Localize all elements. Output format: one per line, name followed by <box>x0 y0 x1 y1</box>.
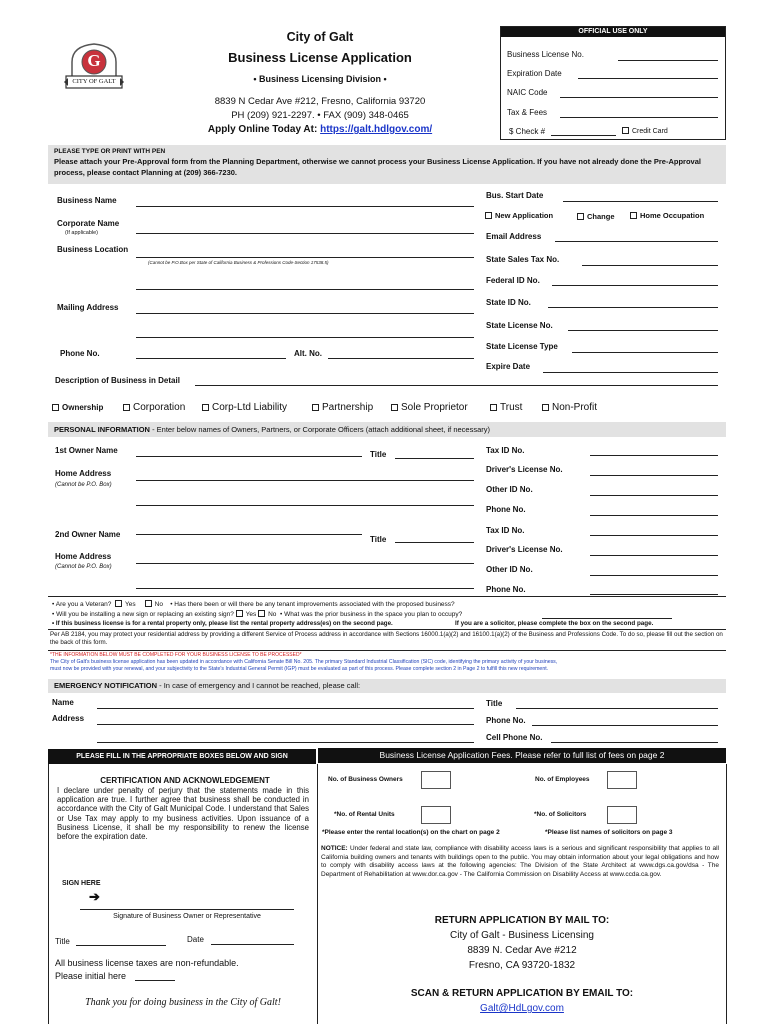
header-address: 8839 N Cedar Ave #212, Fresno, California 93720 <box>214 96 426 107</box>
mail-line-2: 8839 N. Cedar Ave #212 <box>467 945 577 956</box>
employees-count-label: No. of Employees <box>535 776 590 783</box>
email-field[interactable] <box>555 241 718 242</box>
cert-date-label: Date <box>187 935 204 944</box>
sole-proprietor-checkbox[interactable] <box>391 404 398 411</box>
alt-phone-label: Alt. No. <box>294 349 322 358</box>
owner2-title-label: Title <box>370 535 387 544</box>
alt-phone-field[interactable] <box>328 358 474 359</box>
return-email-link[interactable]: Galt@HdLgov.com <box>480 1003 564 1014</box>
ownership-trust[interactable]: Trust <box>490 402 522 413</box>
partnership-checkbox[interactable] <box>312 404 319 411</box>
credit-card-label: Credit Card <box>632 128 668 135</box>
owner1-drivers-label: Driver's License No. <box>486 465 563 474</box>
state-id-field[interactable] <box>548 307 718 308</box>
rental-text: If this business license is for a rental property only, please list the rental property address(es) on the second page. <box>55 620 393 627</box>
certification-title: CERTIFICATION AND ACKNOWLEDGEMENT <box>100 776 270 785</box>
solicitors-label: *No. of Solicitors <box>534 811 587 818</box>
owner2-drivers-label: Driver's License No. <box>486 545 563 554</box>
solicitor-names-note: *Please list names of solicitors on page 3 <box>545 829 673 836</box>
notice-line2: Please attach your Pre-Approval form from the Planning Department, otherwise we cannot process your Business License Application. If you have not already done the Pre-Approval process, please contact Planning at (209) 366-7230. <box>54 157 701 177</box>
owner1-drivers-field[interactable] <box>590 475 718 476</box>
license-no-field[interactable] <box>618 60 718 61</box>
new-application-checkbox[interactable] <box>485 212 492 219</box>
form-title: Business License Application <box>228 50 412 65</box>
owner1-home-label: Home Address <box>55 469 112 478</box>
veteran-question: • Are you a Veteran? Yes No • Has there been or will there be any tenant improvements associated with the proposed business? <box>52 601 455 608</box>
owner2-tax-id-label: Tax ID No. <box>486 526 525 535</box>
mail-line-1: City of Galt - Business Licensing <box>450 930 594 941</box>
corporate-name-label: Corporate Name <box>57 219 120 228</box>
emergency-band <box>48 679 726 693</box>
official-use-title: OFFICIAL USE ONLY <box>501 27 725 37</box>
ownership-checkbox[interactable] <box>52 404 59 411</box>
expire-date-field[interactable] <box>543 372 718 373</box>
mailing-address-field[interactable] <box>136 313 474 314</box>
sign-yes-checkbox[interactable] <box>236 610 243 617</box>
sign-label: Will you be installing a new sign or replacing an existing sign? <box>56 611 234 618</box>
veteran-yes-label: Yes <box>125 601 136 608</box>
business-name-label: Business Name <box>57 196 117 205</box>
email-label: Email Address <box>486 232 542 241</box>
notice-label: NOTICE: <box>321 845 348 852</box>
required-title: *THE INFORMATION BELOW MUST BE COMPLETED FOR YOUR BUSINESS LICENSE TO BE PROCESSED* <box>50 652 302 658</box>
ownership-partnership[interactable]: Partnership <box>312 402 373 413</box>
initial-field[interactable] <box>135 980 175 981</box>
owner2-title-field[interactable] <box>395 542 474 543</box>
emergency-instruction: - In case of emergency and I cannot be reached, please call: <box>157 681 361 690</box>
signature-field[interactable] <box>80 909 294 910</box>
certification-band: PLEASE FILL IN THE APPROPRIATE BOXES BELOW AND SIGN <box>48 749 316 764</box>
sign-question: • Will you be installing a new sign or replacing an existing sign? Yes No • What was the prior business in the space you plan to occupy? <box>52 611 463 618</box>
notice-line1: PLEASE TYPE OR PRINT WITH PEN <box>54 148 166 155</box>
emergency-heading: EMERGENCY NOTIFICATION <box>54 681 158 690</box>
emergency-title-label: Title <box>486 699 503 708</box>
non-profit-checkbox[interactable] <box>542 404 549 411</box>
owner2-phone-label: Phone No. <box>486 585 526 594</box>
owner2-no-po: (Cannot be P.O. Box) <box>55 564 112 570</box>
city-logo <box>62 40 126 94</box>
veteran-no-checkbox[interactable] <box>145 600 152 607</box>
trust-checkbox[interactable] <box>490 404 497 411</box>
naic-label: NAIC Code <box>507 88 548 97</box>
phone-field[interactable] <box>136 358 286 359</box>
notice-band <box>48 145 726 184</box>
business-location-label: Business Location <box>57 245 129 254</box>
emergency-name-field[interactable] <box>97 708 474 709</box>
owner1-label: 1st Owner Name <box>55 446 118 455</box>
personal-info-band <box>48 422 726 437</box>
description-label: Description of Business in Detail <box>55 376 180 385</box>
corp-ltd-checkbox[interactable] <box>202 404 209 411</box>
change-label: Change <box>587 212 615 221</box>
emergency-title-field[interactable] <box>516 708 718 709</box>
owner1-phone-field[interactable] <box>590 515 718 516</box>
state-license-type-field[interactable] <box>572 352 718 353</box>
start-date-field[interactable] <box>563 201 718 202</box>
ab2184-divider <box>48 629 726 630</box>
certification-text: I declare under penalty of perjury that the statements made in this application are true. I further agree that business shall be conducted in accordance with the City of Galt Municipal Code. I understand that Sales or Use Tax may apply to my business activities. Upon issuance of a Business License, it shall be my responsibility to renew the license before the expiration date. <box>57 786 309 842</box>
owner1-title-field[interactable] <box>395 458 474 459</box>
owner2-name-field[interactable] <box>136 534 362 535</box>
sign-yes-label: Yes <box>245 611 257 618</box>
ab2184-text: Per AB 2184, you may protect your residential address by providing a different Service of Process address in accordance with Sections 16000.1(a)(2) and 16100.1(a)(2) of the Business and Professions Code. To do so, please fill out the section on the back of this form. <box>50 631 723 646</box>
cert-date-field[interactable] <box>211 944 294 945</box>
sb205-text-2: must now be provided with your renewal, and your subjectivity to the State's Industrial General Permit (IGP) must be evaluated as part of this process. Please complete section 2 in Page 2 to fulfill this new requirement. <box>50 666 549 672</box>
emergency-cell-field[interactable] <box>551 742 718 743</box>
mail-line-3: Fresno, CA 93720-1832 <box>468 960 576 971</box>
rental-location-note: *Please enter the rental location(s) on the chart on page 2 <box>322 829 500 836</box>
apply-online <box>170 124 470 135</box>
phone-label: Phone No. <box>60 349 100 358</box>
owner1-other-id-field[interactable] <box>590 495 718 496</box>
prior-business-label: What was the prior business in the space you plan to occupy? <box>284 611 463 618</box>
business-name-field[interactable] <box>136 206 474 207</box>
state-license-label: State License No. <box>486 321 553 330</box>
emergency-address-label: Address <box>52 714 85 723</box>
left-border <box>48 764 49 1024</box>
naic-field[interactable] <box>560 97 718 98</box>
rental-units-label: *No. of Rental Units <box>334 811 395 818</box>
personal-info-heading: PERSONAL INFORMATION <box>54 425 150 434</box>
sign-arrow-icon: ➔ <box>89 889 100 904</box>
solicitor-note: If you are a solicitor, please complete the box on the second page. <box>455 620 654 627</box>
expiration-label: Expiration Date <box>507 69 562 78</box>
cert-title-field[interactable] <box>76 945 166 946</box>
change-checkbox[interactable] <box>577 213 584 220</box>
initial-label: Please initial here <box>55 971 127 981</box>
tax-fees-label: Tax & Fees <box>507 108 548 117</box>
emergency-address-field-2[interactable] <box>97 742 474 743</box>
owner2-tax-id-field[interactable] <box>590 535 718 536</box>
business-location-field[interactable] <box>136 257 474 258</box>
questions-divider <box>48 596 726 597</box>
corporate-name-field[interactable] <box>136 233 474 234</box>
check-field[interactable] <box>551 135 616 136</box>
city-name: City of Galt <box>286 30 354 44</box>
veteran-label: Are you a Veteran? <box>55 601 112 608</box>
owner2-home-label: Home Address <box>55 552 112 561</box>
corporation-checkbox[interactable] <box>123 404 130 411</box>
home-occupation-label: Home Occupation <box>640 211 705 220</box>
veteran-yes-checkbox[interactable] <box>115 600 122 607</box>
owner1-other-id-label: Other ID No. <box>486 485 533 494</box>
credit-card-checkbox[interactable] <box>622 127 629 134</box>
owner1-tax-id-field[interactable] <box>590 455 718 456</box>
nonrefundable-note: All business license taxes are non-refundable. <box>55 958 239 968</box>
sign-no-label: No <box>268 611 277 618</box>
ownership-non-profit[interactable]: Non-Profit <box>542 402 597 413</box>
location-field-2[interactable] <box>136 289 474 290</box>
mailing-address-field-2[interactable] <box>136 337 474 338</box>
ownership-corporation[interactable]: Corporation <box>123 402 185 413</box>
new-application-option[interactable] <box>485 211 553 220</box>
emergency-cell-label: Cell Phone No. <box>486 733 543 742</box>
credit-card-option[interactable] <box>622 127 668 135</box>
sign-no-checkbox[interactable] <box>258 610 265 617</box>
employees-count-input[interactable] <box>607 771 637 789</box>
owner1-tax-id-label: Tax ID No. <box>486 446 525 455</box>
owner1-home-field-2[interactable] <box>136 505 474 506</box>
if-applicable-note: (If applicable) <box>65 230 99 236</box>
rental-units-input[interactable] <box>421 806 451 824</box>
emergency-phone-label: Phone No. <box>486 716 526 725</box>
ownership-label: Ownership <box>52 403 103 412</box>
federal-id-field[interactable] <box>552 285 718 286</box>
emergency-address-field[interactable] <box>97 724 474 725</box>
home-occupation-option[interactable] <box>630 211 704 220</box>
sign-here-label: SIGN HERE <box>62 880 101 887</box>
owner2-home-field[interactable] <box>136 563 474 564</box>
ownership-sole-proprietor[interactable]: Sole Proprietor <box>391 402 468 413</box>
red-divider <box>48 650 726 651</box>
owner1-home-field[interactable] <box>136 480 474 481</box>
owners-count-label: No. of Business Owners <box>328 776 403 783</box>
right-border <box>726 764 727 1024</box>
mailing-address-label: Mailing Address <box>57 303 119 312</box>
return-mail-heading: RETURN APPLICATION BY MAIL TO: <box>434 915 610 926</box>
state-license-type-label: State License Type <box>486 342 558 351</box>
sales-tax-field[interactable] <box>582 265 718 266</box>
sb205-text-1: The City of Galt's business license application has been updated in accordance with California Senate Bill No. 205. The primary Standard Industrial Classification (SIC) code, identifying the primary activity of your business, <box>50 659 558 665</box>
tenant-question: Has there been or will there be any tenant improvements associated with the proposed business? <box>174 601 455 608</box>
division: • Business Licensing Division • <box>253 74 387 84</box>
owner1-name-field[interactable] <box>136 456 362 457</box>
new-application-label: New Application <box>495 211 554 220</box>
change-option[interactable] <box>577 212 615 221</box>
owner2-home-field-2[interactable] <box>136 588 474 589</box>
check-label: $ Check # <box>509 127 546 136</box>
personal-info-instruction: - Enter below names of Owners, Partners, or Corporate Officers (attach additional sheet, if necessary) <box>149 425 490 434</box>
emergency-phone-field[interactable] <box>532 725 718 726</box>
owner2-label: 2nd Owner Name <box>55 530 121 539</box>
state-id-label: State ID No. <box>486 298 531 307</box>
veteran-no-label: No <box>154 601 163 608</box>
logo-text: CITY OF GALT <box>72 78 116 85</box>
cert-title-label: Title <box>55 937 70 946</box>
thank-you-note: Thank you for doing business in the City of Galt! <box>85 997 281 1008</box>
logo-letter: G <box>87 51 101 70</box>
apply-link[interactable]: https://galt.hdlgov.com/ <box>320 124 433 135</box>
expire-date-label: Expire Date <box>486 362 531 371</box>
state-license-field[interactable] <box>568 330 718 331</box>
owner1-title-label: Title <box>370 450 387 459</box>
notice-text: Under federal and state law, compliance with disability access laws is a serious and significant responsibility that applies to all California building owners and tenants with buildings open to the public. You may obtain information about your legal obligations and how to comply with disability access laws at the following agencies: The Division of the State Architect at www.dgs.ca.gov/dsa - The Department of Rehabilitation at www.dor.ca.gov - The California Commission on Disability Access at www.ccda.ca.gov. <box>321 845 719 878</box>
header-phone: PH (209) 921-2297. • FAX (909) 348-0465 <box>231 110 409 121</box>
owner2-other-id-label: Other ID No. <box>486 565 533 574</box>
owner2-phone-field[interactable] <box>590 594 718 595</box>
home-occupation-checkbox[interactable] <box>630 212 637 219</box>
federal-id-label: Federal ID No. <box>486 276 540 285</box>
owner2-other-id-field[interactable] <box>590 575 718 576</box>
tax-fees-field[interactable] <box>560 117 718 118</box>
expiration-field[interactable] <box>578 78 718 79</box>
ownership-corp-ltd[interactable]: Corp-Ltd Liability <box>202 402 287 413</box>
license-no-label: Business License No. <box>507 50 584 59</box>
rental-note: • If this business license is for a rental property only, please list the rental property address(es) on the second page. <box>52 620 393 627</box>
official-use-box <box>500 26 726 140</box>
owner1-no-po: (Cannot be P.O. Box) <box>55 482 112 488</box>
owner1-phone-label: Phone No. <box>486 505 526 514</box>
disability-notice <box>321 845 719 879</box>
sales-tax-label: State Sales Tax No. <box>486 255 560 264</box>
owner2-drivers-field[interactable] <box>590 555 718 556</box>
location-note: (Cannot be P.O.Box per State of California Business & Professions Code-Section 17538.5) <box>148 260 329 265</box>
start-date-label: Bus. Start Date <box>486 191 544 200</box>
certification-divider <box>317 764 318 1024</box>
owners-count-input[interactable] <box>421 771 451 789</box>
signature-caption: Signature of Business Owner or Representative <box>113 913 261 920</box>
prior-business-field[interactable] <box>542 618 672 619</box>
fees-band: Business License Application Fees. Please refer to full list of fees on page 2 <box>318 748 726 763</box>
emergency-name-label: Name <box>52 698 74 707</box>
return-email-heading: SCAN & RETURN APPLICATION BY EMAIL TO: <box>410 988 634 999</box>
solicitors-input[interactable] <box>607 806 637 824</box>
description-field[interactable] <box>195 385 718 386</box>
apply-prefix: Apply Online Today At: <box>207 124 321 135</box>
